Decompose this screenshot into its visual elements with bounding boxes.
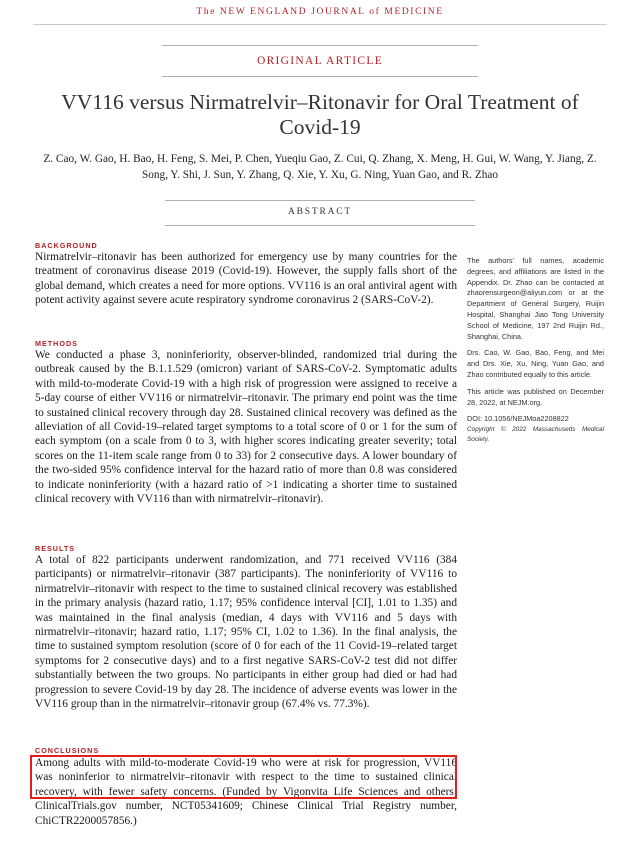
header-rule — [33, 24, 607, 25]
abstract-label: ABSTRACT — [287, 207, 353, 217]
results-heading: RESULTS — [35, 544, 76, 553]
abstract-rule-top — [165, 200, 475, 201]
results-text: A total of 822 participants underwent randomization, and 771 received VV116 (384 participants) or nirmatrelvir–ritonavir (387 participants). The noninferiority of VV116 to nirmatrelvir–ritonavir with respect to the time to sustained clinical recovery was established in the primary analysis (hazard ratio, 1.17; 95% confidence interval [CI], 1.01 to 1.35) and was maintained in the final analysis (median, 4 days with VV116 and 5 days with nirmatrelvir–ritonavir; hazard ratio, 1.17; 95% CI, 1.02 to 1.36). In the final analysis, the time to sustained symptom resolution (score of 0 for each of the 11 Covid-19–related target symptoms for 2 consecutive days) and to a first negative SARS-CoV-2 test did not differ substantially between the two groups. No participants in either group had died or had had progression to severe Covid-19 by day 28. The incidence of adverse events was lower in the VV116 group than in the nirmatrelvir–ritonavir group (67.4% vs. 77.3%). — [35, 554, 457, 711]
copyright-note: Copyright © 2022 Massachusetts Medical Society. — [467, 426, 604, 444]
background-heading: BACKGROUND — [35, 241, 98, 250]
article-sidebar — [467, 256, 604, 451]
methods-heading: METHODS — [35, 339, 78, 348]
affiliation-note: The authors' full names, academic degrees, and affiliations are listed in the Appendix. Dr. Zhao can be contacted at zhaorensurgeon@aliyun.com or at the Department of General Surgery, Ruijin Hospital, Shanghai Jiao Tong University School of Medicine, 197 2nd Ruijin Rd., Shanghai, China. — [467, 256, 604, 341]
contribution-note: Drs. Cao, W. Gao, Bao, Feng, and Mei and Drs. Xie, Xu, Ning, Yuan Gao, and Zhao contributed equally to this article. — [467, 348, 604, 379]
conclusions-text: Among adults with mild-to-moderate Covid-19 who were at risk for progression, VV116 was noninferior to nirmatrelvir–ritonavir with respect to the time to sustained clinical recovery, with fewer safety concerns. (Funded by Vigonvita Life Sciences and others; ClinicalTrials.gov number, NCT05341609; Chinese Clinical Trial Registry number, ChiCTR2200057856.) — [35, 757, 457, 827]
journal-name: The NEW ENGLAND JOURNAL of MEDICINE — [196, 7, 444, 17]
doi-link[interactable]: DOI: 10.1056/NEJMoa2208822 — [467, 414, 569, 424]
article-title: VV116 versus Nirmatrelvir–Ritonavir for Oral Treatment of Covid-19 — [61, 90, 579, 139]
article-type: ORIGINAL ARTICLE — [256, 55, 384, 67]
conclusions-heading: CONCLUSIONS — [35, 746, 100, 755]
background-text: Nirmatrelvir–ritonavir has been authorized for emergency use by many countries for the treatment of coronavirus disease 2019 (Covid-19). However, the supply falls short of the global demand, which creates a need for more options. VV116 is an oral antiviral agent with potent activity against severe acute respiratory syndrome coronavirus 2 (SARS-CoV-2). — [35, 251, 457, 307]
article-type-rule-top — [162, 45, 478, 46]
conclusions-highlight-box — [30, 755, 457, 799]
author-list: Z. Cao, W. Gao, H. Bao, H. Feng, S. Mei, P. Chen, Yueqiu Gao, Z. Cui, Q. Zhang, X. Meng, H. Gui, W. Wang, Y. Jiang, Z. Song, Y. Shi, J. Sun, Y. Zhang, Q. Xie, Y. Xu, G. Ning, Yuan Gao, and R. Zhao — [43, 153, 597, 181]
methods-text: We conducted a phase 3, noninferiority, observer-blinded, randomized trial during the outbreak caused by the B.1.1.529 (omicron) variant of SARS-CoV-2. Symptomatic adults with mild-to-moderate Covid-19 with a high risk of progression were assigned to receive a 5-day course of either VV116 or nirmatrelvir–ritonavir. The primary end point was the time to sustained clinical recovery through day 28. Sustained clinical recovery was defined as the alleviation of all Covid-19–related target symptoms to a total score of 0 or 1 for the sum of each symptom (on a scale from 0 to 3, with higher scores indicating greater severity; total scores on the 11-item scale range from 0 to 33) for 2 consecutive days. A lower boundary of the two-sided 95% confidence interval for the hazard ratio of more than 0.8 was considered to indicate noninferiority (with a hazard ratio of >1 indicating a shorter time to sustained clinical recovery with VV116 than with nirmatrelvir–ritonavir). — [35, 349, 457, 506]
publication-note: This article was published on December 28, 2022, at NEJM.org. — [467, 386, 604, 407]
abstract-rule-bottom — [165, 225, 475, 226]
article-type-rule-bottom — [162, 76, 478, 77]
